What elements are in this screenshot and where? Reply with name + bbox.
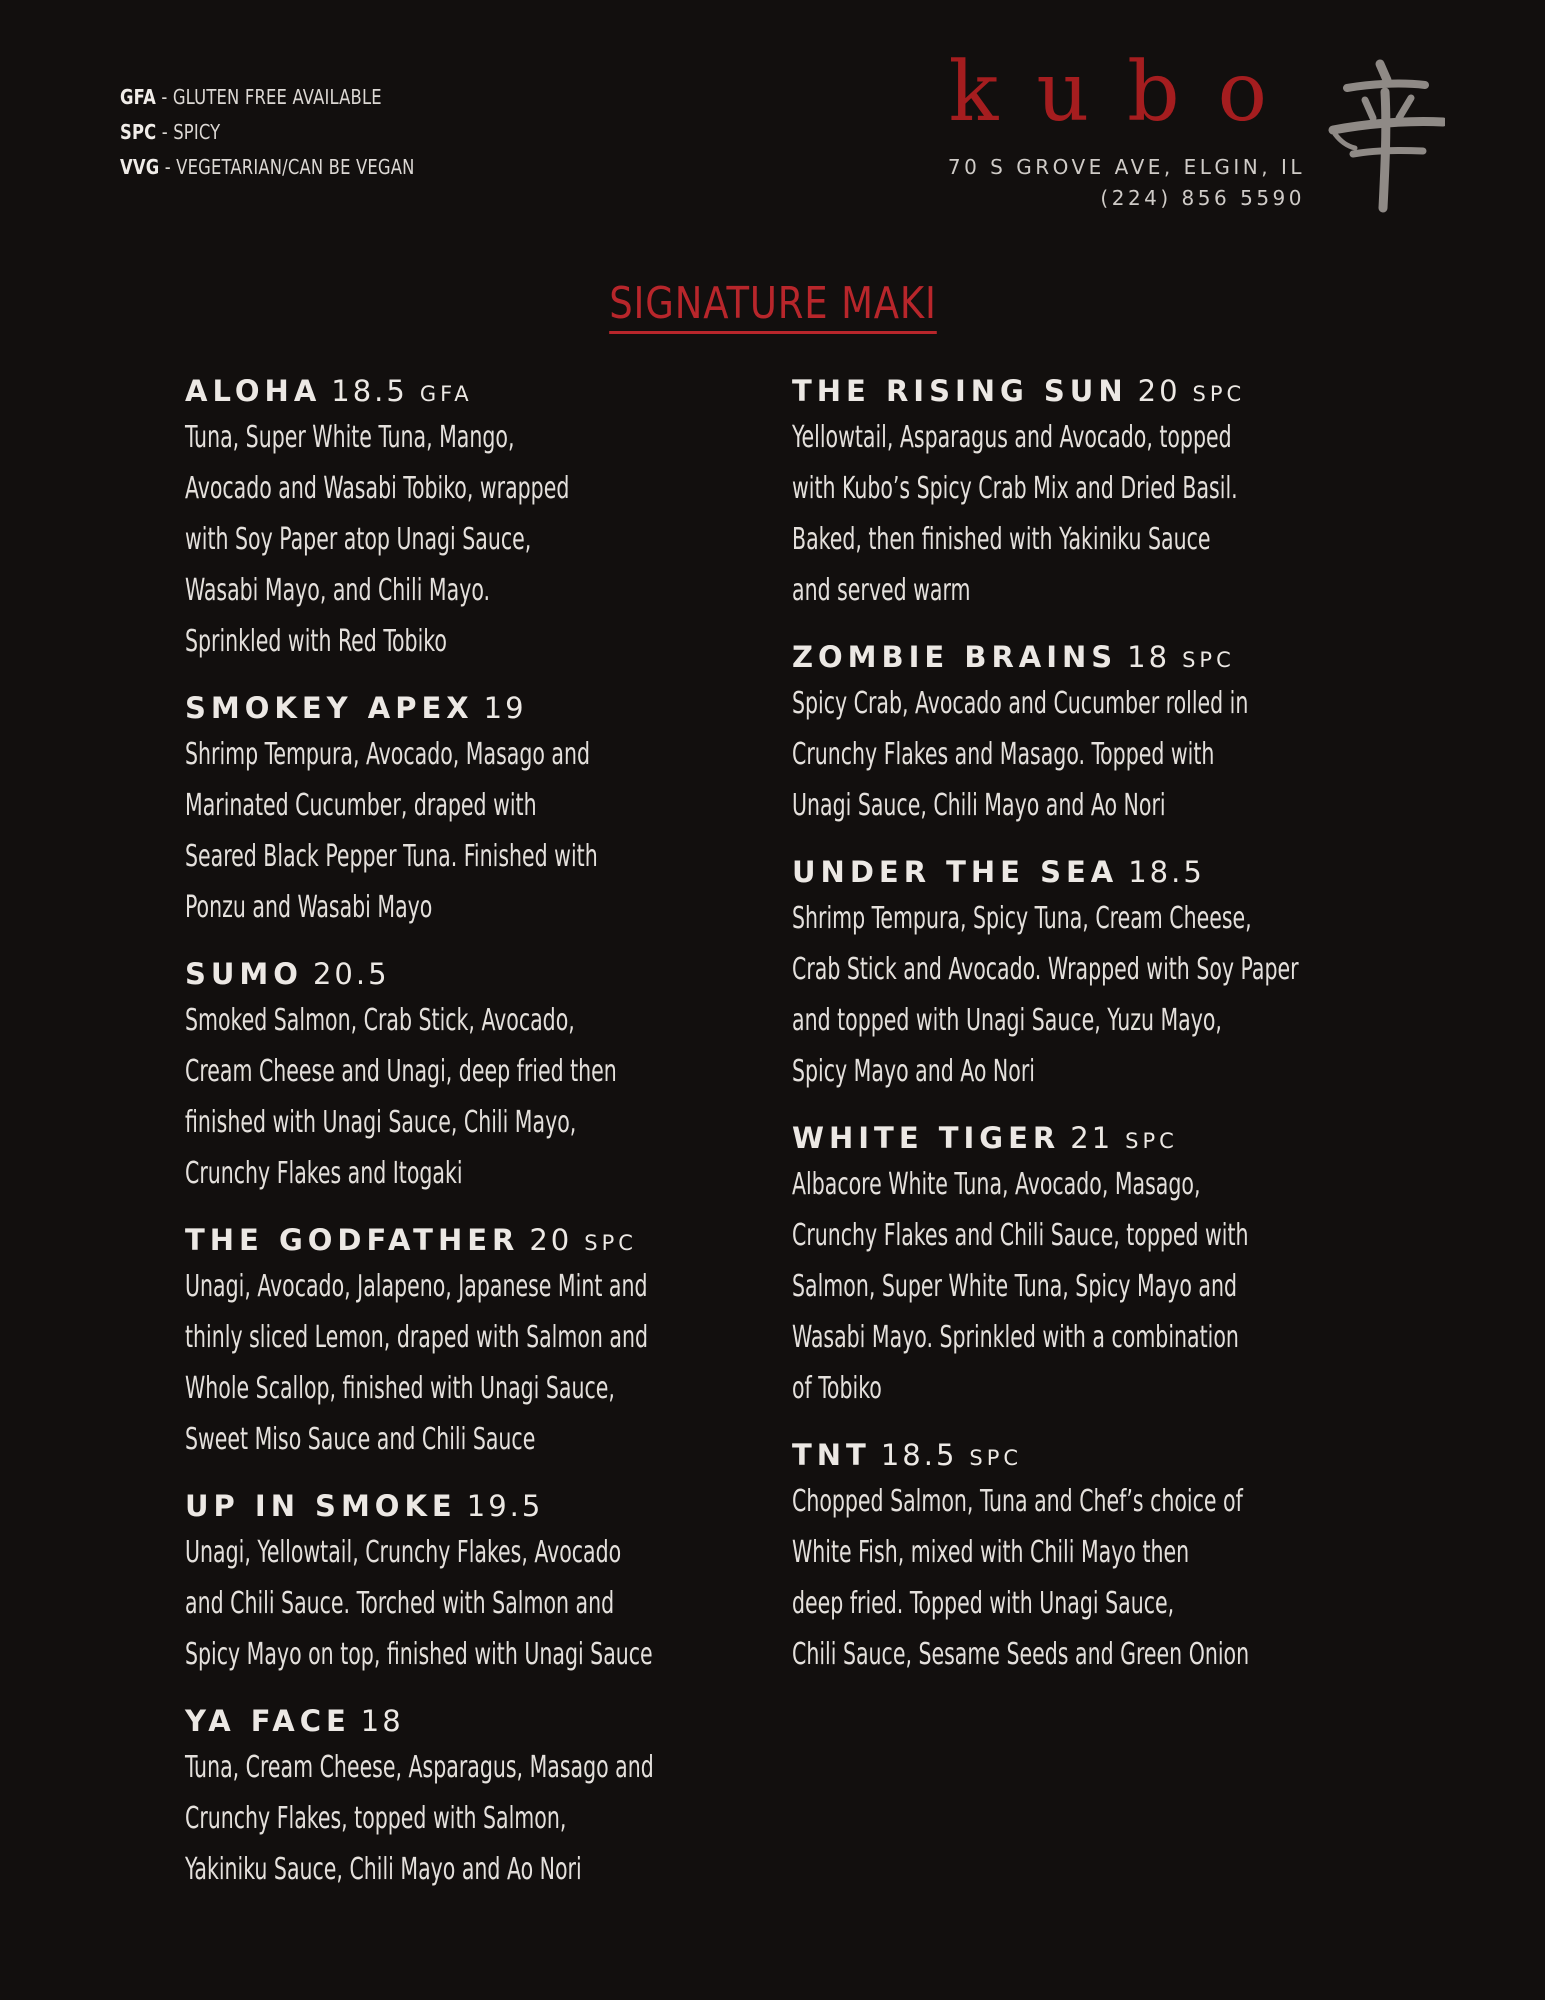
menu-item-header bbox=[792, 636, 1392, 678]
description-line: Yellowtail, Asparagus and Avocado, topped bbox=[792, 420, 1232, 455]
description-line: Spicy Crab, Avocado and Cucumber rolled in bbox=[792, 686, 1249, 721]
section-title bbox=[0, 278, 1545, 334]
description-line: Ponzu and Wasabi Mayo bbox=[185, 890, 433, 925]
menu-item bbox=[185, 1700, 785, 1895]
description-line: Shrimp Tempura, Avocado, Masago and bbox=[185, 737, 591, 772]
menu-item-description bbox=[185, 729, 717, 933]
legend-row bbox=[120, 150, 415, 185]
menu-item-price: 20.5 bbox=[312, 957, 390, 991]
dietary-legend bbox=[120, 80, 415, 185]
description-line: Sweet Miso Sauce and Chili Sauce bbox=[185, 1422, 536, 1457]
description-line: deep fried. Topped with Unagi Sauce, bbox=[792, 1586, 1175, 1621]
menu-item-header bbox=[792, 851, 1392, 893]
menu-item bbox=[792, 851, 1392, 1097]
description-line: Baked, then finished with Yakiniku Sauce bbox=[792, 522, 1211, 557]
description-line: Wasabi Mayo. Sprinkled with a combination bbox=[792, 1320, 1239, 1355]
menu-item-description bbox=[185, 1527, 717, 1680]
menu-item-header bbox=[792, 1434, 1392, 1476]
description-line: Shrimp Tempura, Spicy Tuna, Cream Cheese, bbox=[792, 901, 1252, 936]
legend-code: SPC bbox=[120, 120, 157, 144]
brand-contact bbox=[948, 152, 1305, 214]
description-line: Crunchy Flakes, topped with Salmon, bbox=[185, 1801, 567, 1836]
legend-text: - VEGETARIAN/CAN BE VEGAN bbox=[159, 155, 415, 179]
menu-item-name: ZOMBIE BRAINS bbox=[792, 640, 1118, 674]
menu-item-header bbox=[185, 953, 785, 995]
menu-item-header bbox=[185, 1700, 785, 1742]
menu-item-description bbox=[185, 995, 717, 1199]
legend-code: VVG bbox=[120, 155, 160, 179]
description-line: Tuna, Cream Cheese, Asparagus, Masago and bbox=[185, 1750, 654, 1785]
description-line: White Fish, mixed with Chili Mayo then bbox=[792, 1535, 1190, 1570]
menu-item-price: 18.5 bbox=[880, 1438, 958, 1472]
description-line: Spicy Mayo and Ao Nori bbox=[792, 1054, 1035, 1089]
description-line: Yakiniku Sauce, Chili Mayo and Ao Nori bbox=[185, 1852, 582, 1887]
menu-item-header bbox=[185, 370, 785, 412]
menu-item-tag: SPC bbox=[969, 1446, 1023, 1470]
menu-item-price: 18.5 bbox=[1128, 855, 1205, 889]
menu-item-tag: SPC bbox=[1192, 382, 1246, 406]
menu-item-tag: SPC bbox=[1182, 648, 1235, 672]
legend-code: GFA bbox=[120, 85, 156, 109]
menu-item bbox=[185, 370, 785, 667]
description-line: finished with Unagi Sauce, Chili Mayo, bbox=[185, 1105, 577, 1140]
menu-item-name: UNDER THE SEA bbox=[792, 855, 1119, 889]
description-line: Tuna, Super White Tuna, Mango, bbox=[185, 420, 515, 455]
legend-row bbox=[120, 115, 415, 150]
description-line: Avocado and Wasabi Tobiko, wrapped bbox=[185, 471, 570, 506]
kanji-brushstroke-icon bbox=[1325, 58, 1445, 213]
menu-item-tag: SPC bbox=[584, 1231, 637, 1255]
menu-item-header bbox=[185, 1485, 785, 1527]
menu-item-description bbox=[792, 678, 1324, 831]
brand-logo-text: kubo bbox=[948, 45, 1305, 140]
brand-address: 70 S GROVE AVE, ELGIN, IL bbox=[947, 155, 1305, 179]
menu-column-right bbox=[792, 370, 1392, 1700]
description-line: and served warm bbox=[792, 573, 971, 608]
menu-item-description bbox=[792, 412, 1324, 616]
description-line: thinly sliced Lemon, draped with Salmon and bbox=[185, 1320, 649, 1355]
menu-item-price: 20 bbox=[1137, 374, 1181, 408]
description-line: Salmon, Super White Tuna, Spicy Mayo and bbox=[792, 1269, 1238, 1304]
description-line: Wasabi Mayo, and Chili Mayo. bbox=[185, 573, 490, 608]
brand-block bbox=[945, 0, 1545, 230]
menu-item-header bbox=[185, 687, 785, 729]
menu-item-name: THE RISING SUN bbox=[792, 374, 1128, 408]
menu-item-price: 19.5 bbox=[466, 1489, 544, 1523]
menu-column-left bbox=[185, 370, 785, 1915]
description-line: Unagi Sauce, Chili Mayo and Ao Nori bbox=[792, 788, 1166, 823]
menu-item-header bbox=[792, 370, 1392, 412]
menu-item-tag: GFA bbox=[419, 382, 473, 406]
description-line: Sprinkled with Red Tobiko bbox=[185, 624, 447, 659]
brand-phone: (224) 856 5590 bbox=[1100, 186, 1305, 210]
menu-item-description bbox=[185, 1742, 717, 1895]
description-line: Albacore White Tuna, Avocado, Masago, bbox=[792, 1167, 1201, 1202]
menu-item-price: 21 bbox=[1070, 1121, 1114, 1155]
description-line: Seared Black Pepper Tuna. Finished with bbox=[185, 839, 598, 874]
menu-item-description bbox=[792, 893, 1324, 1097]
description-line: and Chili Sauce. Torched with Salmon and bbox=[185, 1586, 615, 1621]
menu-item bbox=[792, 636, 1392, 831]
section-title-text: SIGNATURE MAKI bbox=[609, 278, 937, 334]
menu-item-description bbox=[185, 1261, 717, 1465]
menu-item-name: SMOKEY APEX bbox=[185, 691, 474, 725]
menu-item-name: YA FACE bbox=[185, 1704, 351, 1738]
menu-item bbox=[185, 953, 785, 1199]
legend-text: - GLUTEN FREE AVAILABLE bbox=[155, 85, 382, 109]
menu-item-name: ALOHA bbox=[185, 374, 322, 408]
description-line: Whole Scallop, finished with Unagi Sauce, bbox=[185, 1371, 615, 1406]
menu-item-description bbox=[185, 412, 717, 667]
description-line: Crunchy Flakes and Itogaki bbox=[185, 1156, 463, 1191]
menu-item-name: SUMO bbox=[185, 957, 303, 991]
description-line: Unagi, Avocado, Jalapeno, Japanese Mint and bbox=[185, 1269, 648, 1304]
description-line: Crunchy Flakes and Masago. Topped with bbox=[792, 737, 1215, 772]
description-line: Crab Stick and Avocado. Wrapped with Soy Paper bbox=[792, 952, 1299, 987]
menu-item-price: 18.5 bbox=[331, 374, 408, 408]
menu-item-name: WHITE TIGER bbox=[792, 1121, 1061, 1155]
description-line: of Tobiko bbox=[792, 1371, 882, 1406]
description-line: Spicy Mayo on top, finished with Unagi Sauce bbox=[185, 1637, 653, 1672]
description-line: and topped with Unagi Sauce, Yuzu Mayo, bbox=[792, 1003, 1222, 1038]
menu-item bbox=[185, 687, 785, 933]
description-line: Unagi, Yellowtail, Crunchy Flakes, Avocado bbox=[185, 1535, 622, 1570]
description-line: Crunchy Flakes and Chili Sauce, topped with bbox=[792, 1218, 1249, 1253]
menu-item-price: 18 bbox=[1127, 640, 1171, 674]
description-line: with Kubo’s Spicy Crab Mix and Dried Basil. bbox=[792, 471, 1238, 506]
menu-item-name: THE GODFATHER bbox=[185, 1223, 520, 1257]
legend-row bbox=[120, 80, 415, 115]
description-line: Cream Cheese and Unagi, deep fried then bbox=[185, 1054, 617, 1089]
menu-item-header bbox=[185, 1219, 785, 1261]
description-line: Chopped Salmon, Tuna and Chef’s choice of bbox=[792, 1484, 1243, 1519]
menu-item bbox=[792, 1117, 1392, 1414]
menu-item-tag: SPC bbox=[1125, 1129, 1178, 1153]
menu-item-price: 18 bbox=[360, 1704, 404, 1738]
menu-item-header bbox=[792, 1117, 1392, 1159]
description-line: Smoked Salmon, Crab Stick, Avocado, bbox=[185, 1003, 575, 1038]
menu-item-name: UP IN SMOKE bbox=[185, 1489, 457, 1523]
menu-item-price: 19 bbox=[483, 691, 527, 725]
menu-item bbox=[185, 1485, 785, 1680]
legend-text: - SPICY bbox=[156, 120, 221, 144]
menu-item-price: 20 bbox=[529, 1223, 573, 1257]
menu-item bbox=[792, 1434, 1392, 1680]
description-line: Marinated Cucumber, draped with bbox=[185, 788, 537, 823]
menu-item-description bbox=[792, 1159, 1324, 1414]
description-line: Chili Sauce, Sesame Seeds and Green Onion bbox=[792, 1637, 1250, 1672]
menu-item-description bbox=[792, 1476, 1324, 1680]
description-line: with Soy Paper atop Unagi Sauce, bbox=[185, 522, 532, 557]
menu-item bbox=[185, 1219, 785, 1465]
menu-item bbox=[792, 370, 1392, 616]
menu-item-name: TNT bbox=[792, 1438, 871, 1472]
